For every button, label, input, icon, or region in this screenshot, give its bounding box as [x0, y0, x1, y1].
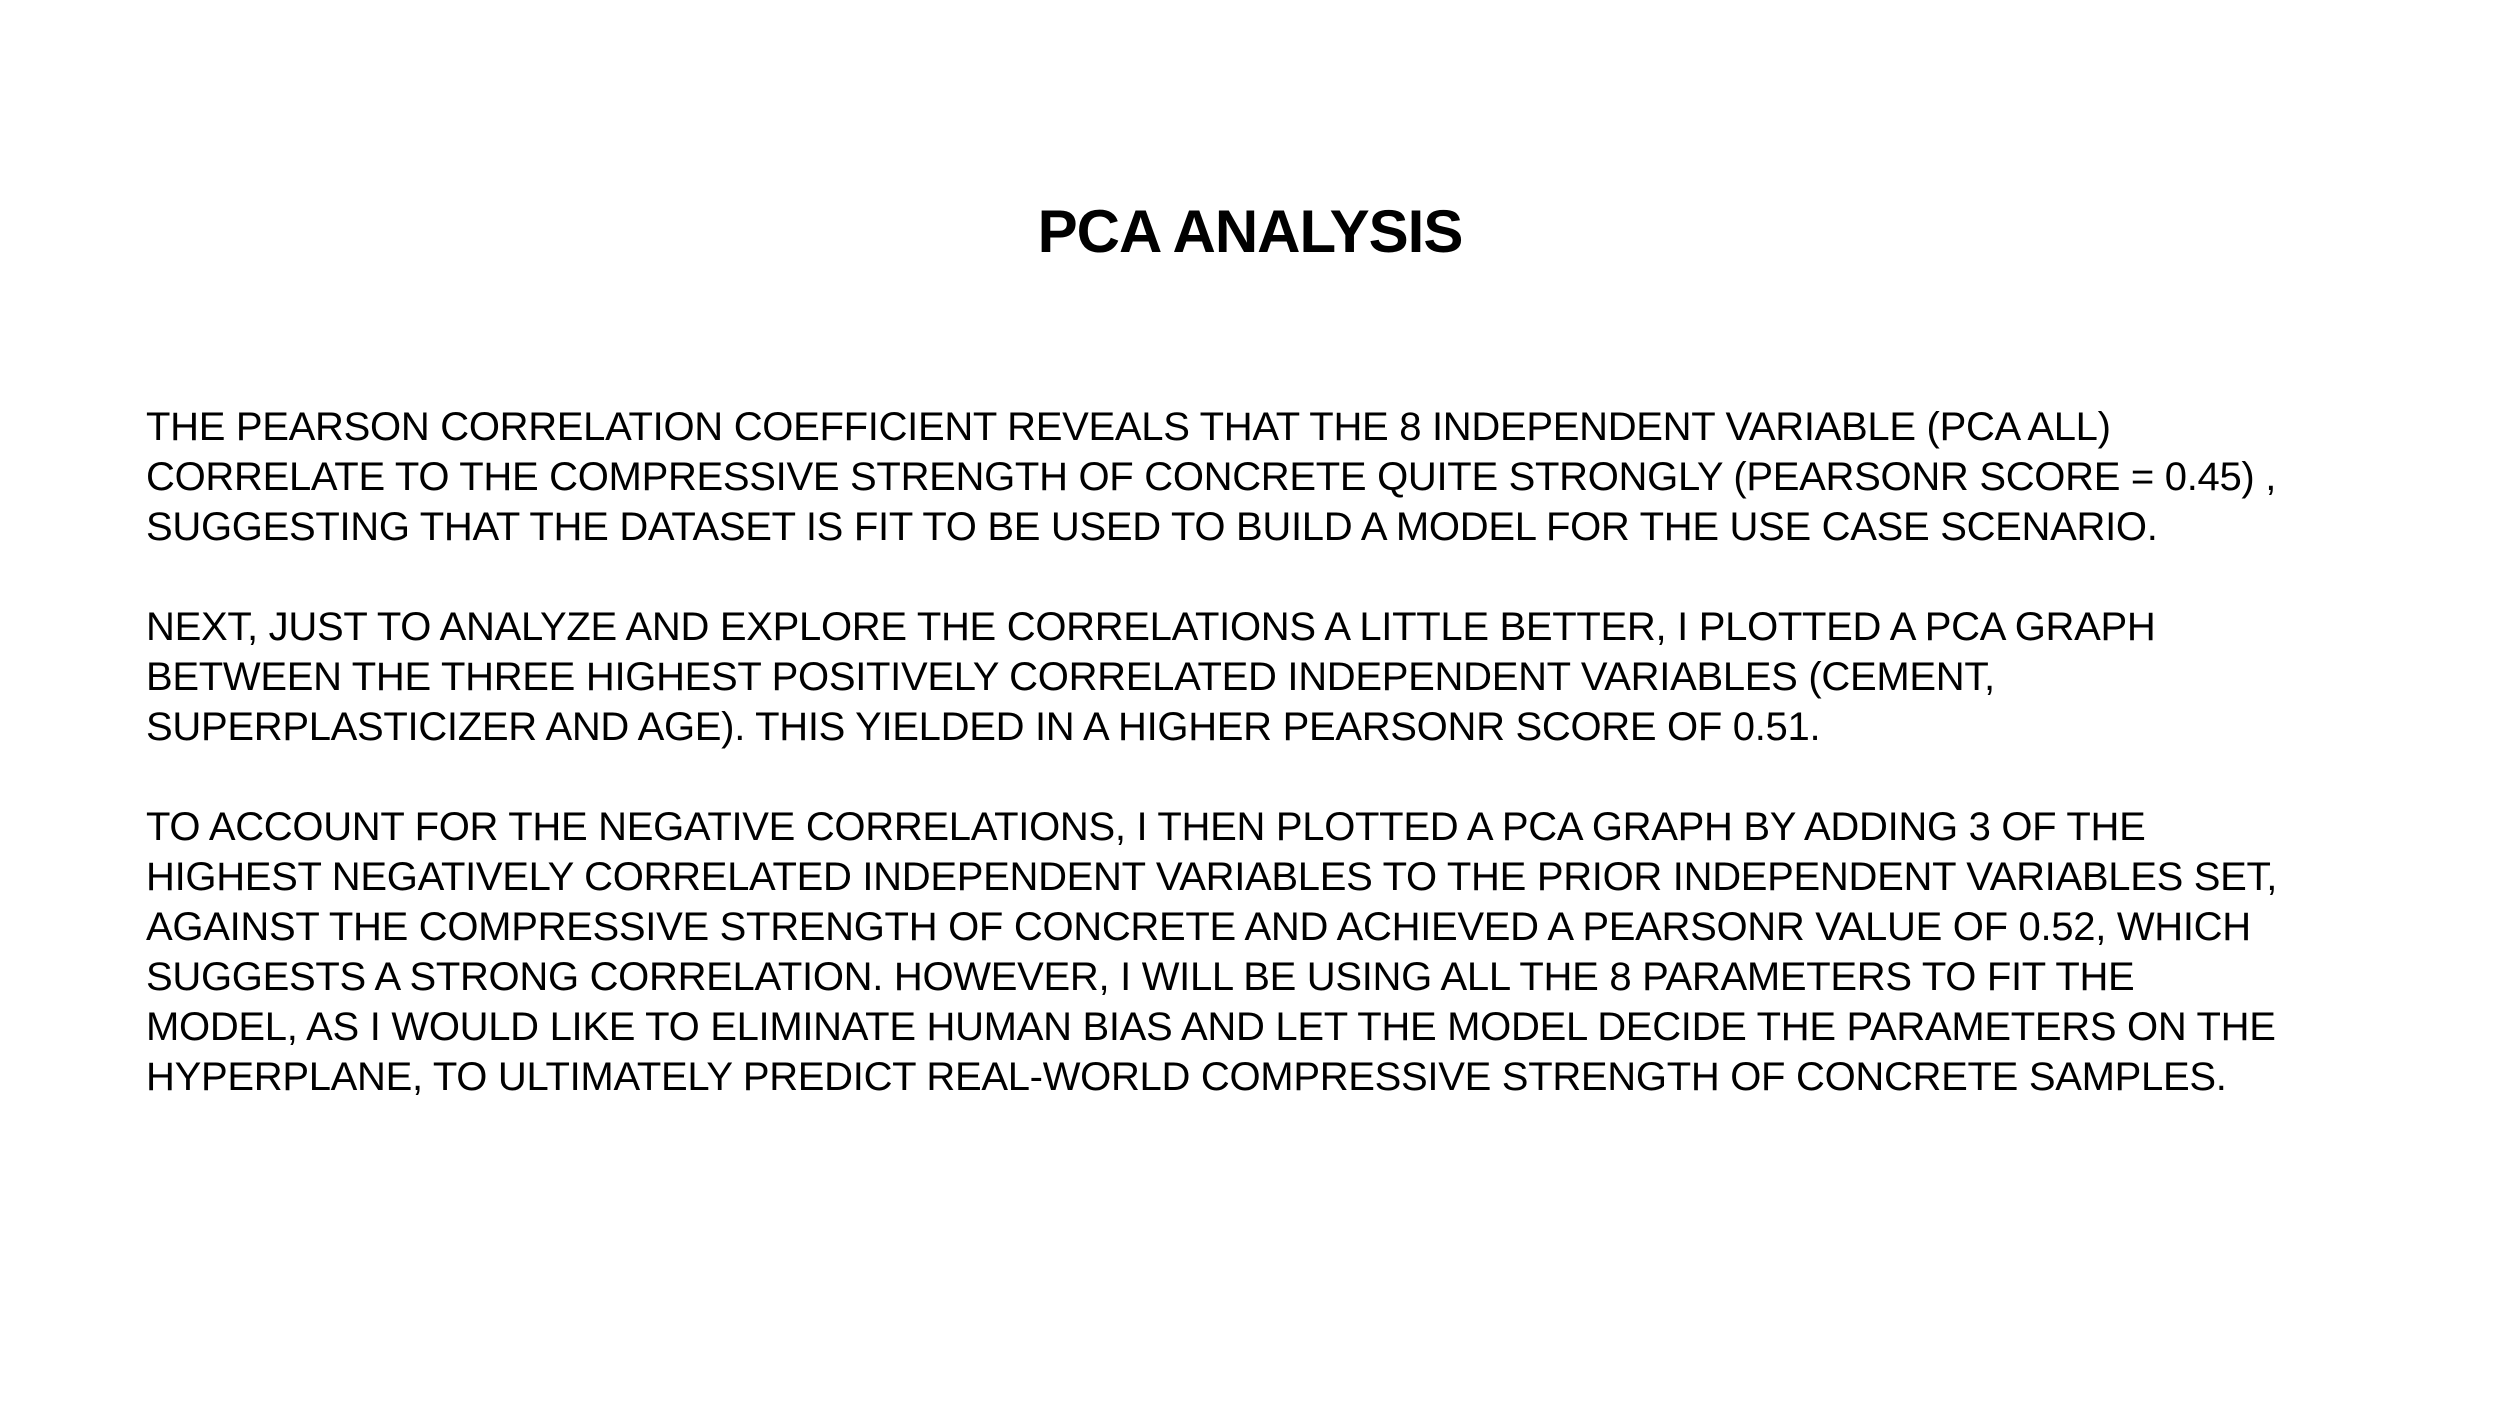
paragraph-line: CORRELATE TO THE COMPRESSIVE STRENGTH OF CONCRETE QUITE STRONGLY (PEARSONR SCORE = 0.45) , [146, 455, 2277, 499]
paragraph-line: SUGGESTING THAT THE DATASET IS FIT TO BE USED TO BUILD A MODEL FOR THE USE CASE SCENARIO. [146, 505, 2158, 549]
paragraph-pearson-correlation [146, 402, 2446, 552]
paragraph-line: BETWEEN THE THREE HIGHEST POSITIVELY CORRELATED INDEPENDENT VARIABLES (CEMENT, [146, 655, 1995, 699]
slide-title: PCA ANALYSIS [1037, 198, 1463, 265]
paragraph-negative-correlations [146, 802, 2446, 1102]
paragraph-line: TO ACCOUNT FOR THE NEGATIVE CORRELATIONS, I THEN PLOTTED A PCA GRAPH BY ADDING 3 OF THE [146, 805, 2146, 849]
paragraph-line: NEXT, JUST TO ANALYZE AND EXPLORE THE CORRELATIONS A LITTLE BETTER, I PLOTTED A PCA GRAPH [146, 605, 2156, 649]
paragraph-positive-correlations [146, 602, 2446, 752]
paragraph-line: AGAINST THE COMPRESSIVE STRENGTH OF CONCRETE AND ACHIEVED A PEARSONR VALUE OF 0.52, WHICH [146, 905, 2251, 949]
paragraph-line: HYPERPLANE, TO ULTIMATELY PREDICT REAL-WORLD COMPRESSIVE STRENGTH OF CONCRETE SAMPLES. [146, 1055, 2227, 1099]
slide-body [146, 402, 2446, 1152]
paragraph-line: SUPERPLASTICIZER AND AGE). THIS YIELDED IN A HIGHER PEARSONR SCORE OF 0.51. [146, 705, 1821, 749]
paragraph-line: HIGHEST NEGATIVELY CORRELATED INDEPENDENT VARIABLES TO THE PRIOR INDEPENDENT VARIABLES SET, [146, 855, 2278, 899]
paragraph-line: MODEL, AS I WOULD LIKE TO ELIMINATE HUMAN BIAS AND LET THE MODEL DECIDE THE PARAMETERS ON THE [146, 1005, 2276, 1049]
paragraph-line: SUGGESTS A STRONG CORRELATION. HOWEVER, I WILL BE USING ALL THE 8 PARAMETERS TO FIT THE [146, 955, 2135, 999]
paragraph-line: THE PEARSON CORRELATION COEFFICIENT REVEALS THAT THE 8 INDEPENDENT VARIABLE (PCA ALL) [146, 405, 2111, 449]
